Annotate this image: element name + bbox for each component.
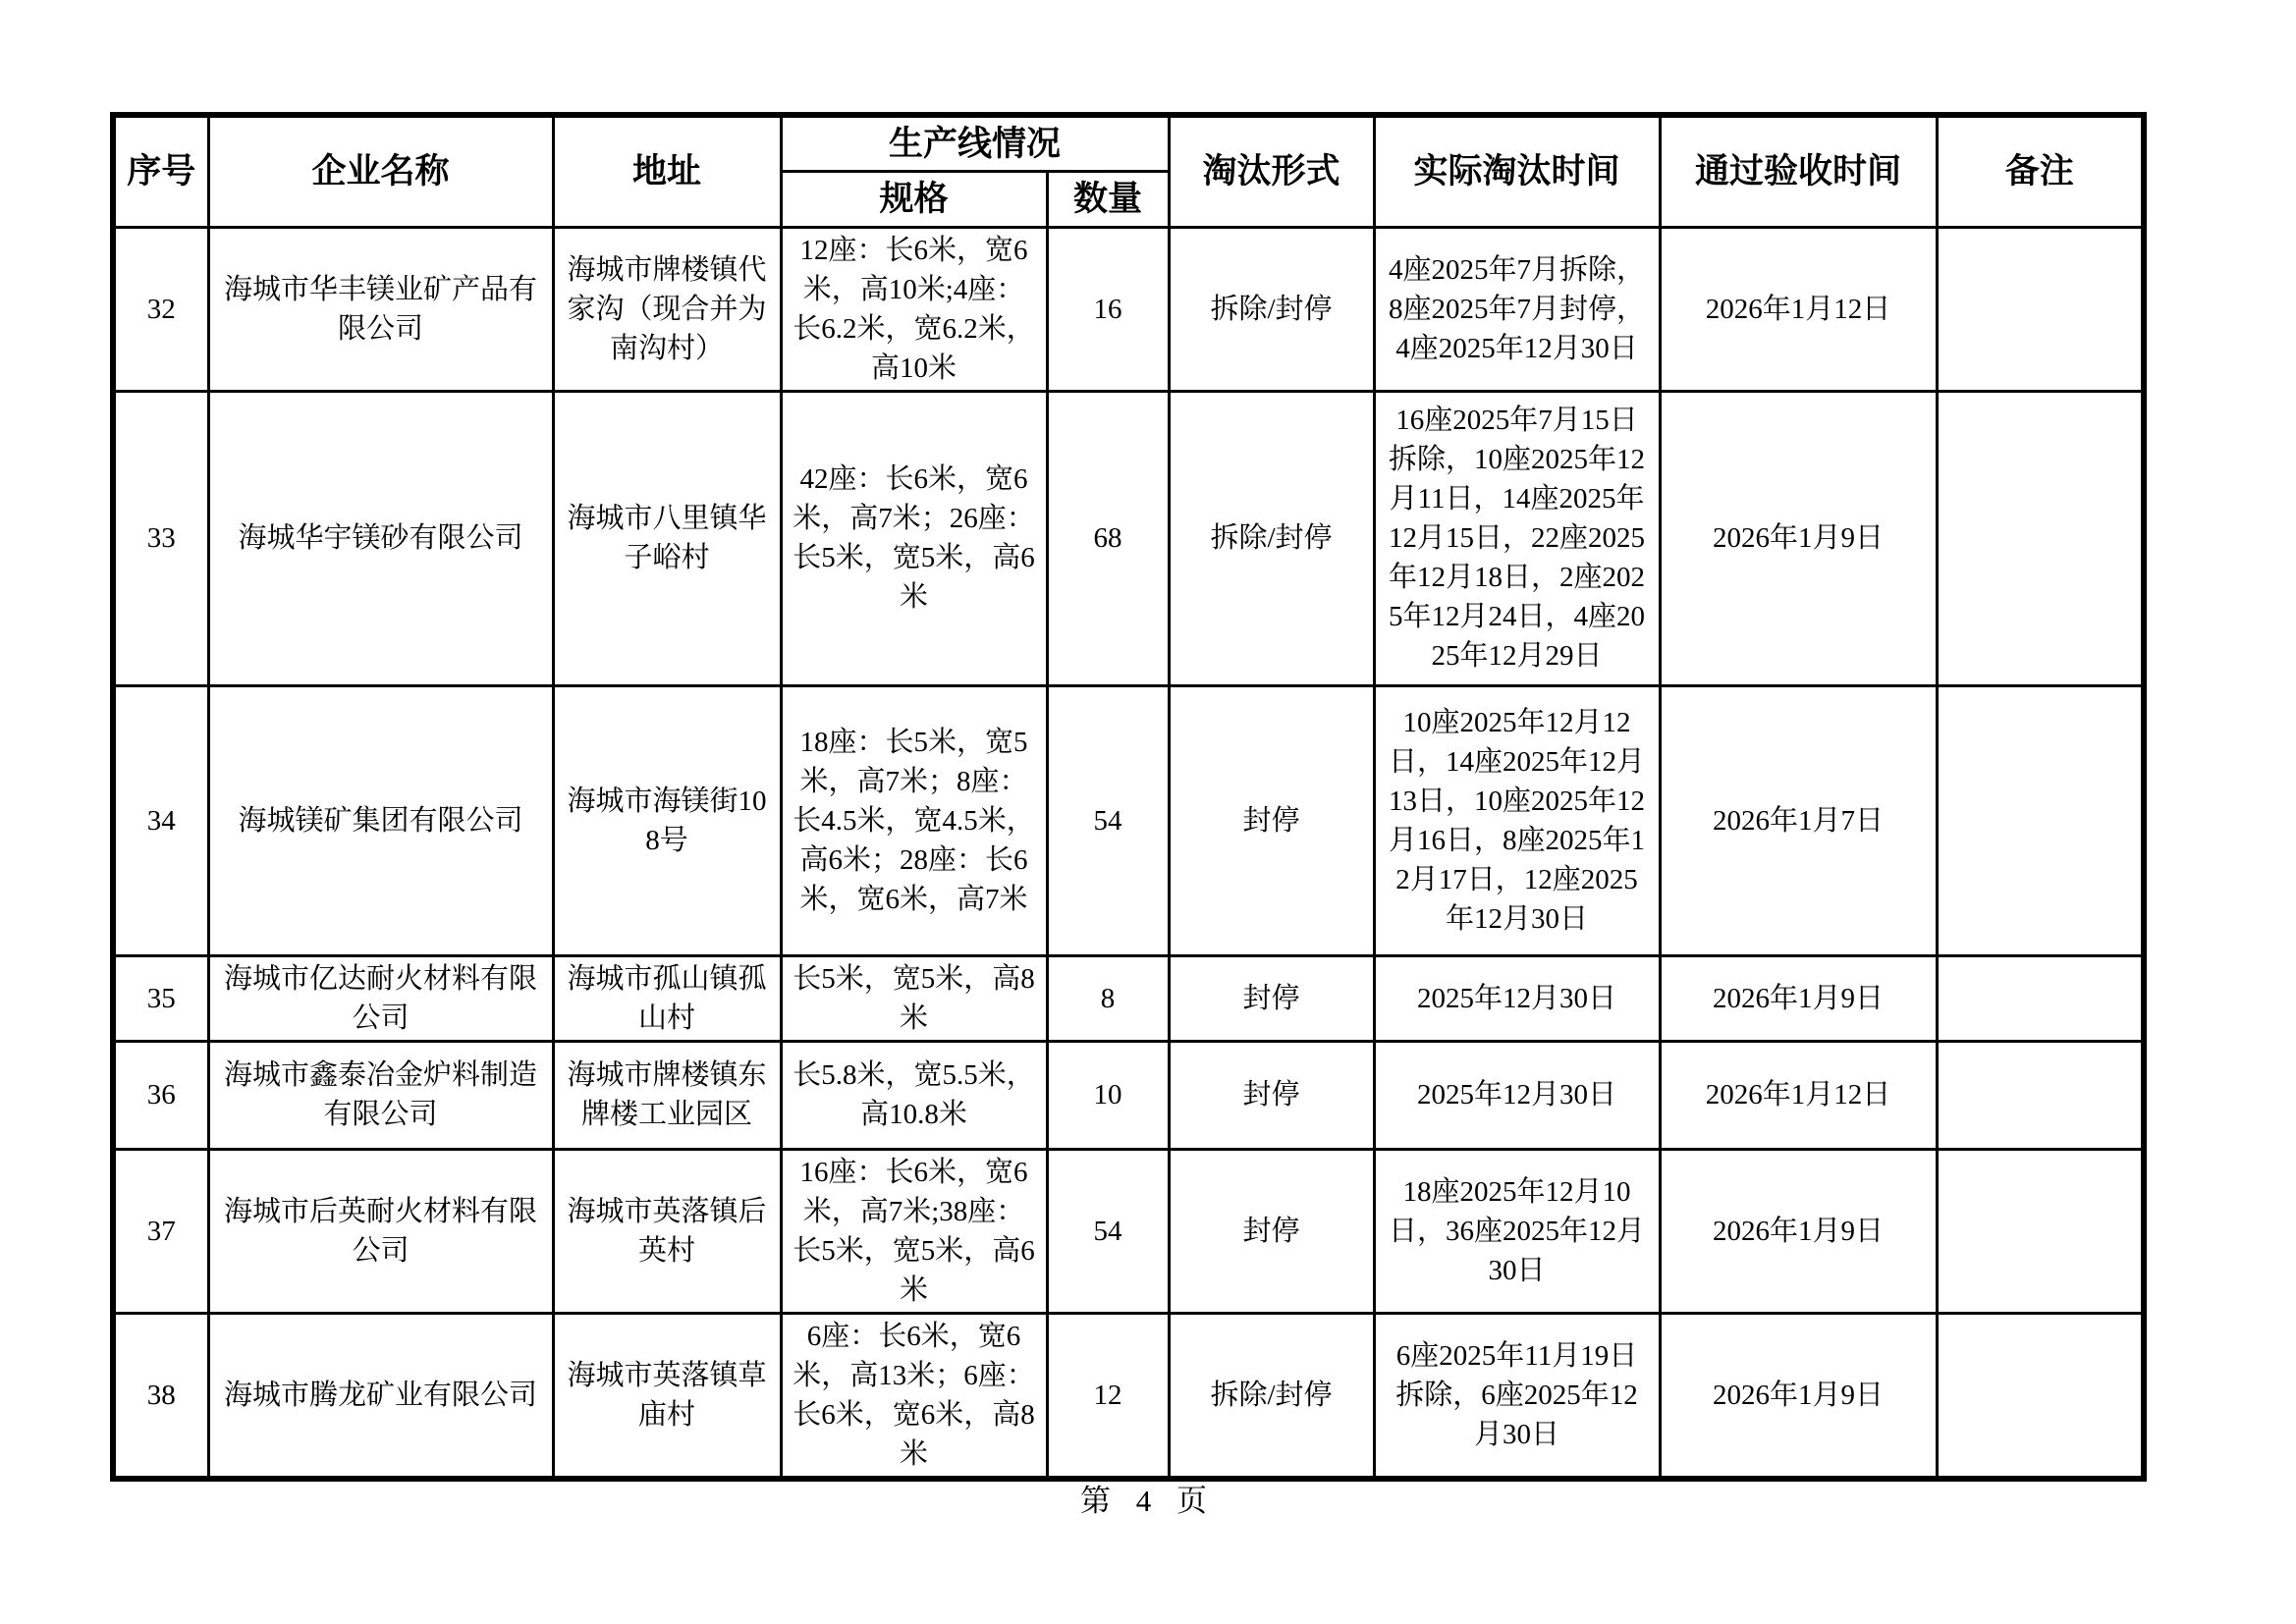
cell-accept-time: 2026年1月12日	[1660, 1041, 1937, 1149]
header-production-line: 生产线情况	[781, 115, 1169, 171]
cell-qty: 68	[1047, 391, 1169, 685]
cell-form: 拆除/封停	[1169, 227, 1374, 391]
cell-accept-time: 2026年1月12日	[1660, 227, 1937, 391]
cell-remark	[1937, 1313, 2144, 1479]
cell-qty: 10	[1047, 1041, 1169, 1149]
cell-company: 海城市亿达耐火材料有限公司	[208, 955, 553, 1041]
cell-address: 海城市海镁街108号	[553, 685, 781, 955]
page-number: 第 4 页	[1080, 1484, 1216, 1518]
cell-company: 海城市后英耐火材料有限公司	[208, 1149, 553, 1313]
cell-serial: 32	[113, 227, 208, 391]
cell-actual-time: 18座2025年12月10日，36座2025年12月30日	[1374, 1149, 1660, 1313]
cell-form: 封停	[1169, 685, 1374, 955]
cell-serial: 38	[113, 1313, 208, 1479]
cell-accept-time: 2026年1月9日	[1660, 955, 1937, 1041]
cell-form: 拆除/封停	[1169, 391, 1374, 685]
cell-company: 海城镁矿集团有限公司	[208, 685, 553, 955]
table-row	[113, 227, 2144, 391]
header-elimination-form: 淘汰形式	[1169, 115, 1374, 227]
cell-form: 封停	[1169, 1041, 1374, 1149]
cell-serial: 36	[113, 1041, 208, 1149]
cell-serial: 35	[113, 955, 208, 1041]
cell-serial: 33	[113, 391, 208, 685]
cell-qty: 16	[1047, 227, 1169, 391]
cell-spec: 6座：长6米，宽6米，高13米；6座：长6米，宽6米，高8米	[781, 1313, 1047, 1479]
cell-serial: 34	[113, 685, 208, 955]
header-company: 企业名称	[208, 115, 553, 227]
cell-company: 海城市腾龙矿业有限公司	[208, 1313, 553, 1479]
cell-address: 海城市八里镇华子峪村	[553, 391, 781, 685]
cell-address: 海城市英落镇草庙村	[553, 1313, 781, 1479]
header-remark: 备注	[1937, 115, 2144, 227]
cell-company: 海城市华丰镁业矿产品有限公司	[208, 227, 553, 391]
header-acceptance-time: 通过验收时间	[1660, 115, 1937, 227]
cell-remark	[1937, 955, 2144, 1041]
cell-spec: 16座：长6米，宽6米，高7米;38座：长5米，宽5米，高6米	[781, 1149, 1047, 1313]
table-row	[113, 391, 2144, 685]
cell-serial: 37	[113, 1149, 208, 1313]
cell-actual-time: 2025年12月30日	[1374, 955, 1660, 1041]
cell-form: 拆除/封停	[1169, 1313, 1374, 1479]
cell-actual-time: 16座2025年7月15日拆除，10座2025年12月11日，14座2025年12月15日，22座2025年12月18日，2座2025年12月24日，4座2025年12月29日	[1374, 391, 1660, 685]
header-address: 地址	[553, 115, 781, 227]
cell-spec: 12座：长6米，宽6米，高10米;4座：长6.2米，宽6.2米，高10米	[781, 227, 1047, 391]
cell-address: 海城市孤山镇孤山村	[553, 955, 781, 1041]
cell-address: 海城市英落镇后英村	[553, 1149, 781, 1313]
cell-spec: 42座：长6米，宽6米，高7米；26座：长5米，宽5米，高6米	[781, 391, 1047, 685]
cell-accept-time: 2026年1月9日	[1660, 1149, 1937, 1313]
cell-remark	[1937, 685, 2144, 955]
cell-remark	[1937, 391, 2144, 685]
cell-actual-time: 6座2025年11月19日拆除，6座2025年12月30日	[1374, 1313, 1660, 1479]
header-actual-time: 实际淘汰时间	[1374, 115, 1660, 227]
cell-qty: 8	[1047, 955, 1169, 1041]
cell-actual-time: 4座2025年7月拆除，8座2025年7月封停，4座2025年12月30日	[1374, 227, 1660, 391]
header-spec: 规格	[781, 171, 1047, 227]
table-row	[113, 1149, 2144, 1313]
cell-address: 海城市牌楼镇东牌楼工业园区	[553, 1041, 781, 1149]
cell-qty: 12	[1047, 1313, 1169, 1479]
cell-qty: 54	[1047, 1149, 1169, 1313]
table-row	[113, 1313, 2144, 1479]
cell-remark	[1937, 227, 2144, 391]
cell-company: 海城市鑫泰冶金炉料制造有限公司	[208, 1041, 553, 1149]
table-row	[113, 685, 2144, 955]
cell-actual-time: 10座2025年12月12日，14座2025年12月13日，10座2025年12月16日，8座2025年12月17日，12座2025年12月30日	[1374, 685, 1660, 955]
cell-company: 海城华宇镁砂有限公司	[208, 391, 553, 685]
cell-accept-time: 2026年1月9日	[1660, 391, 1937, 685]
table-row	[113, 1041, 2144, 1149]
cell-address: 海城市牌楼镇代家沟（现合并为南沟村）	[553, 227, 781, 391]
cell-actual-time: 2025年12月30日	[1374, 1041, 1660, 1149]
table-row	[113, 955, 2144, 1041]
cell-accept-time: 2026年1月7日	[1660, 685, 1937, 955]
cell-spec: 18座：长5米，宽5米，高7米；8座：长4.5米，宽4.5米，高6米；28座：长6米，宽6米，高7米	[781, 685, 1047, 955]
cell-qty: 54	[1047, 685, 1169, 955]
cell-spec: 长5.8米，宽5.5米，高10.8米	[781, 1041, 1047, 1149]
cell-form: 封停	[1169, 955, 1374, 1041]
elimination-table	[110, 112, 2147, 1482]
cell-remark	[1937, 1149, 2144, 1313]
cell-accept-time: 2026年1月9日	[1660, 1313, 1937, 1479]
header-serial: 序号	[113, 115, 208, 227]
cell-remark	[1937, 1041, 2144, 1149]
header-qty: 数量	[1047, 171, 1169, 227]
cell-spec: 长5米，宽5米，高8米	[781, 955, 1047, 1041]
cell-form: 封停	[1169, 1149, 1374, 1313]
